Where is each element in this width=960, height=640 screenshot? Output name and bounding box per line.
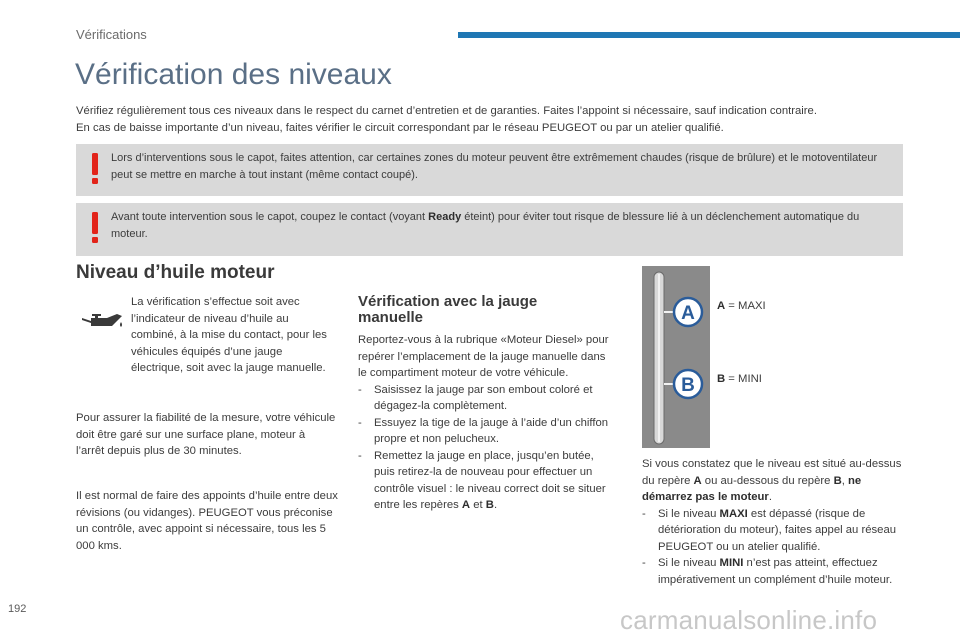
page-number: 192: [8, 603, 27, 615]
dipstick-drawing: [642, 266, 710, 448]
intro-line-2: En cas de baisse importante d’un niveau, faites vérifier le circuit correspondant par le réseau PEUGEOT ou par un atelier qualifié.: [76, 122, 724, 134]
list-item: - Saisissez la jauge par son embout coloré et dégagez-la complètement.: [358, 383, 593, 412]
dipstick-intro: Reportez-vous à la rubrique «Moteur Diesel» pour repérer l’emplacement de la jauge manuelle dans le compartiment moteur de votre véhicule.: [358, 334, 609, 379]
warning-box-ready: [76, 203, 903, 256]
list-item: - Essuyez la tige de la jauge à l’aide d’un chiffon propre et non pelucheux.: [358, 416, 609, 445]
header-accent-bar: [458, 32, 960, 38]
dipstick-heading: Vérification avec la jauge manuelle: [358, 293, 538, 326]
oil-level-heading: Niveau d’huile moteur: [76, 262, 275, 283]
dipstick-steps: [358, 382, 613, 514]
watermark: carmanualsonline.info: [620, 605, 878, 635]
warning-text: Lors d’interventions sous le capot, faites attention, car certaines zones du moteur peuvent être extrêmement chaudes (risque de brûlure) et le motoventilateur peut se mettre en marche à tout instant (même contact coupé).: [111, 152, 878, 181]
dipstick-instructions: [358, 332, 613, 514]
legend-a: A = MAXI: [717, 300, 766, 312]
page-title: Vérification des niveaux: [75, 58, 392, 91]
exclamation-icon: [91, 151, 99, 185]
list-item: - Remettez la jauge en place, jusqu’en butée, puis retirez-la de nouveau pour effectuer un contrôle visuel : le niveau correct doit se situer entre les repères A et B.: [358, 449, 606, 511]
measurement-reliability-text: Pour assurer la fiabilité de la mesure, votre véhicule doit être garé sur une surface plane, moteur à l’arrêt depuis plus de 30 minutes.: [76, 412, 336, 457]
exclamation-icon: [91, 210, 99, 244]
section-label: Vérifications: [76, 27, 147, 42]
marker-a: A: [681, 303, 695, 324]
warning-text: Avant toute intervention sous le capot, coupez le contact (voyant Ready éteint) pour éviter tout risque de blessure lié à un déclenchement automatique du moteur.: [111, 211, 860, 240]
oil-check-text: La vérification s’effectue soit avec l’indicateur de niveau d’huile au combiné, à la mise du contact, pour les véhicules équipés d’une jauge électrique, soit avec la jauge manuelle.: [131, 296, 327, 374]
intro-line-1: Vérifiez régulièrement tous ces niveaux dans le respect du carnet d’entretien et de garanties. Faites l’appoint si nécessaire, sauf indication contraire.: [76, 105, 817, 117]
intro-text: [76, 103, 916, 137]
level-notes-intro: Si vous constatez que le niveau est situé au-dessus du repère A ou au-dessous du repère B, ne démarrez pas le moteur.: [642, 458, 902, 503]
oil-can-icon: [79, 310, 125, 334]
ready-label: Ready: [428, 211, 462, 223]
list-item: - Si le niveau MINI n’est pas atteint, effectuez impérativement un complément d’huile moteur.: [642, 557, 893, 586]
level-notes: [642, 456, 902, 588]
top-up-advice-text: Il est normal de faire des appoints d’huile entre deux révisions (ou vidanges). PEUGEOT vous préconise un contrôle, avec appoint si nécessaire, tous les 5 000 kms.: [76, 490, 338, 552]
warning-box-hot-engine: [76, 144, 903, 196]
legend-b: B = MINI: [717, 373, 762, 385]
list-item: - Si le niveau MAXI est dépassé (risque de détérioration du moteur), faites appel au réseau PEUGEOT ou un atelier qualifié.: [642, 507, 897, 553]
marker-b: B: [681, 375, 695, 396]
dipstick-illustration: [642, 266, 710, 448]
level-notes-list: [642, 506, 902, 589]
